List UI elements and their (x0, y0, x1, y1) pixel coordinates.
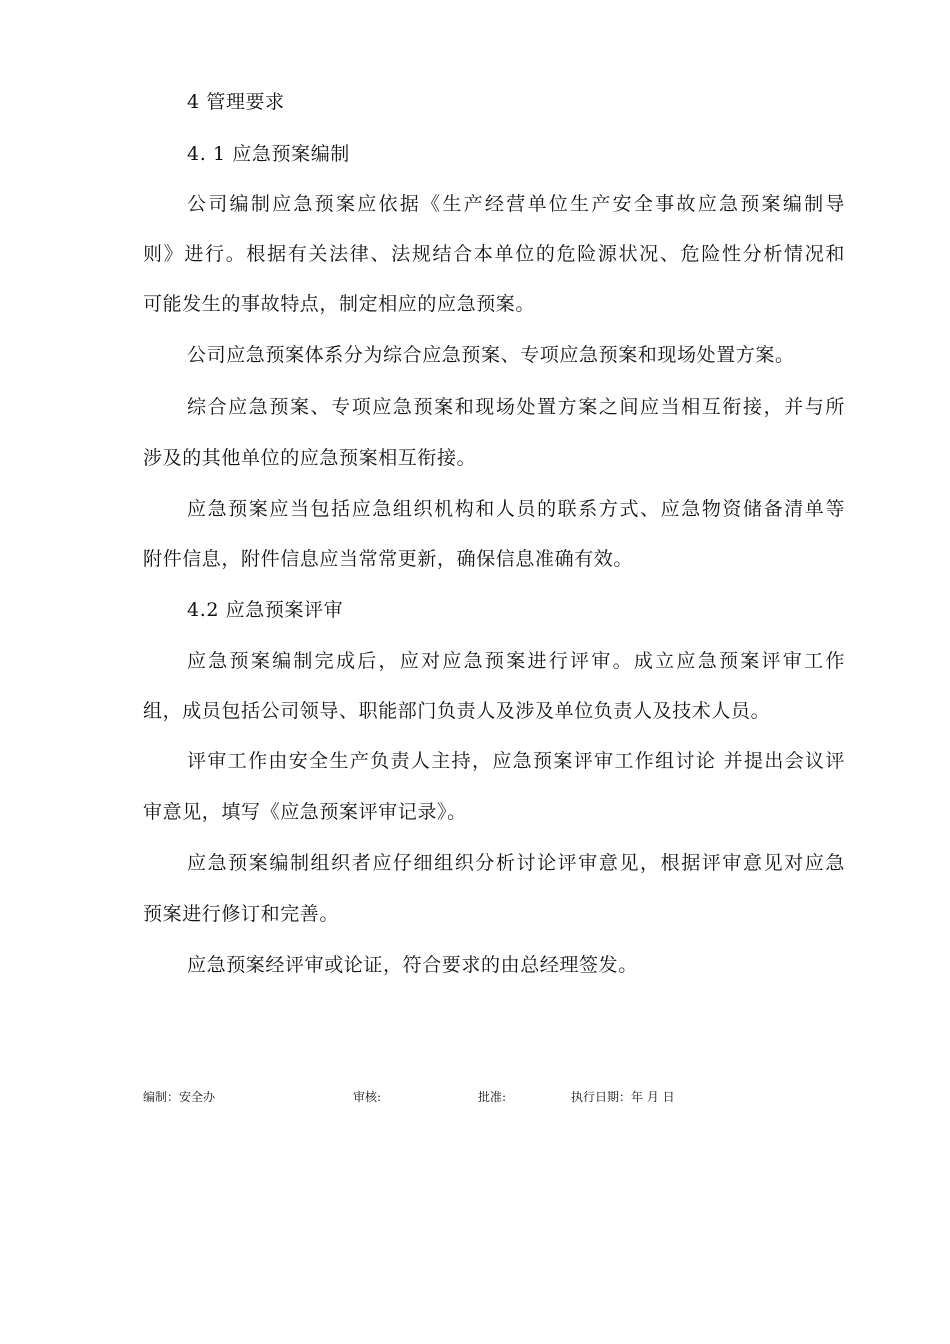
footer-effective-date: 执行日期：年 月 日 (571, 1090, 675, 1104)
paragraph-line: 涉及的其他单位的应急预案相互衔接。 (143, 447, 477, 469)
footer-compiled-by: 编制：安全办 (143, 1090, 216, 1104)
paragraph-line: 则》进行。根据有关法律、法规结合本单位的危险源状况、危险性分析情况和 (143, 243, 845, 265)
paragraph-line: 附件信息，附件信息应当常常更新，确保信息准确有效。 (143, 548, 634, 570)
paragraph-line: 公司编制应急预案应依据《生产经营单位生产安全事故应急预案编制导 (187, 193, 845, 215)
footer-approved-by: 批准: (478, 1090, 507, 1104)
paragraph-line: 审意见，填写《应急预案评审记录》。 (143, 801, 467, 823)
section-heading-4-2: 4.2 应急预案评审 (187, 599, 344, 621)
paragraph-line: 预案进行修订和完善。 (143, 903, 340, 925)
section-heading-4: 4 管理要求 (187, 91, 285, 113)
paragraph-line: 综合应急预案、专项应急预案和现场处置方案之间应当相互衔接，并与所 (187, 396, 845, 418)
paragraph-line: 应急预案编制组织者应仔细组织分析讨论评审意见，根据评审意见对应急 (187, 852, 845, 874)
footer-reviewed-by: 审核: (353, 1090, 382, 1104)
paragraph-line: 应急预案经评审或论证，符合要求的由总经理签发。 (187, 954, 638, 976)
paragraph-line: 应急预案应当包括应急组织机构和人员的联系方式、应急物资储备清单等 (187, 498, 845, 520)
paragraph-line: 应急预案编制完成后，应对应急预案进行评审。成立应急预案评审工作 (187, 650, 845, 672)
paragraph-line: 组，成员包括公司领导、职能部门负责人及涉及单位负责人及技术人员。 (143, 700, 771, 722)
section-heading-4-1: 4. 1 应急预案编制 (187, 143, 350, 165)
paragraph-line: 可能发生的事故特点，制定相应的应急预案。 (143, 293, 536, 315)
paragraph-line: 评审工作由安全生产负责人主持，应急预案评审工作组讨论 并提出会议评 (187, 750, 845, 772)
paragraph-line: 公司应急预案体系分为综合应急预案、专项应急预案和现场处置方案。 (187, 344, 795, 366)
